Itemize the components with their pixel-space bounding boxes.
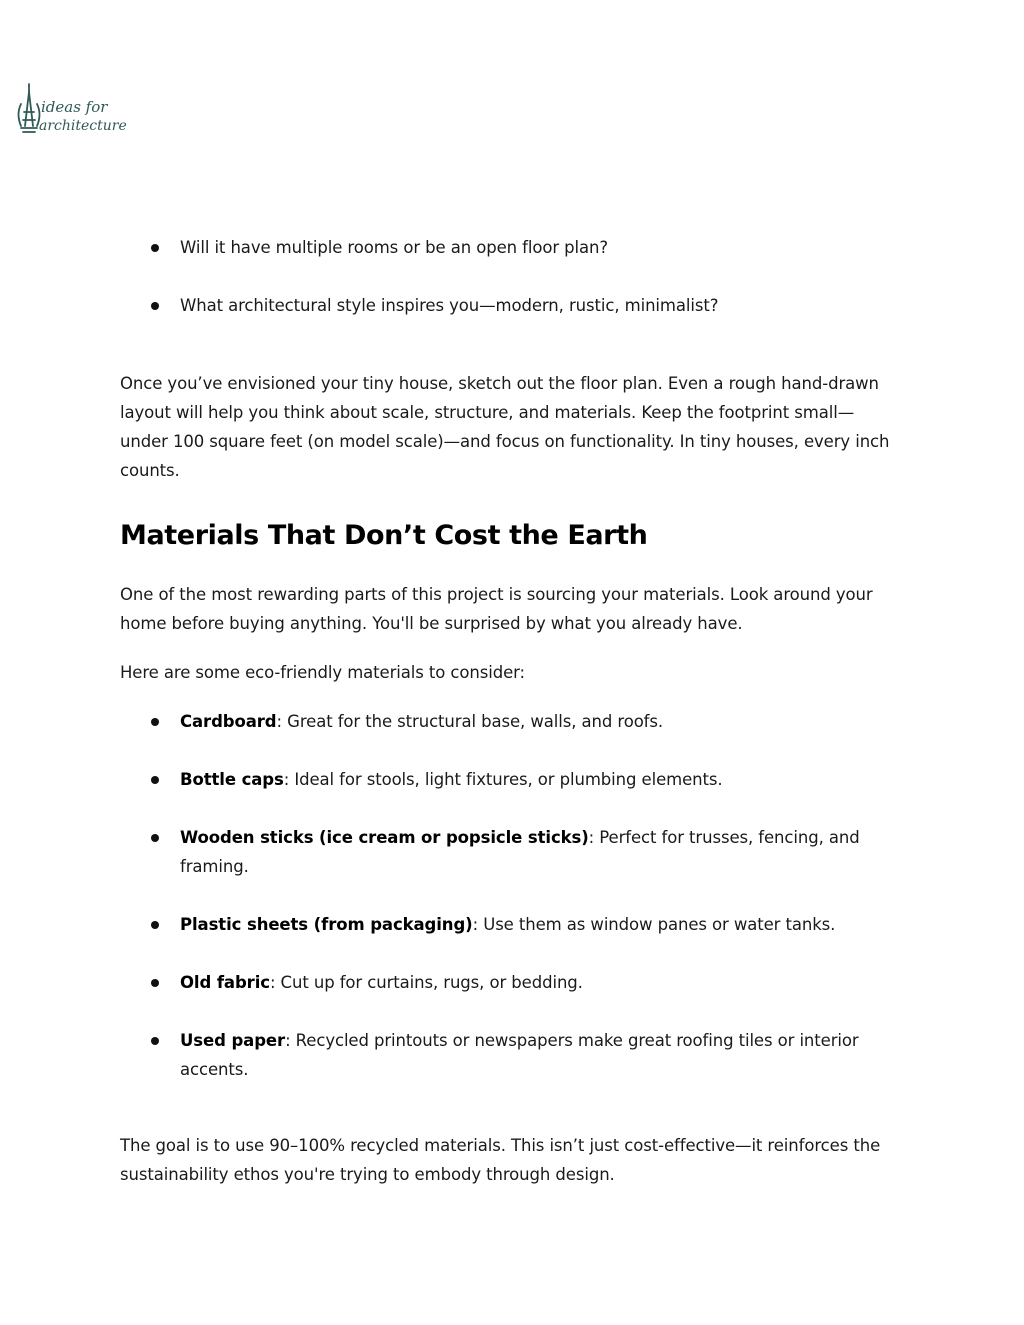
list-item (120, 291, 900, 320)
material-name: Plastic sheets (from packaging) (180, 915, 473, 934)
material-desc: : Recycled printouts or newspapers make great roofing tiles or interior accents. (180, 1031, 859, 1079)
paragraph-sketch: Once you’ve envisioned your tiny house, sketch out the floor plan. Even a rough hand-drawn layout will help you think about scale, structure, and materials. Keep the footprint small—under 100 square feet (on model scale)—and focus on functionality. In tiny houses, every inch counts. (120, 374, 890, 480)
bullet-dot (151, 834, 159, 842)
material-desc: : Ideal for stools, light fixtures, or plumbing elements. (283, 770, 723, 789)
list-item (120, 233, 900, 262)
material-desc: : Use them as window panes or water tanks. (472, 915, 836, 934)
list-item (120, 707, 900, 736)
site-logo (13, 82, 127, 138)
list-item (120, 765, 900, 794)
bullet-dot (151, 718, 159, 726)
material-name: Cardboard (180, 712, 277, 731)
list-item (120, 823, 900, 881)
list-item (120, 1026, 900, 1084)
list-item-text: What architectural style inspires you—modern, rustic, minimalist? (180, 296, 719, 315)
material-name: Used paper (180, 1031, 286, 1050)
list-item (120, 968, 900, 997)
intro-question-list (120, 233, 900, 320)
tower-logo-icon (13, 82, 127, 138)
bullet-dot (151, 1037, 159, 1045)
list-item (120, 910, 900, 939)
bullet-dot (151, 244, 159, 252)
material-name: Bottle caps (180, 770, 284, 789)
paragraph-consider: Here are some eco-friendly materials to consider: (120, 663, 525, 682)
material-desc: : Great for the structural base, walls, and roofs. (276, 712, 664, 731)
bullet-dot (151, 979, 159, 987)
bullet-dot (151, 921, 159, 929)
material-name: Old fabric (180, 973, 270, 992)
paragraph-goal: The goal is to use 90–100% recycled materials. This isn’t just cost-effective—it reinforces the sustainability ethos you're trying to embody through design. (120, 1136, 881, 1184)
material-name: Wooden sticks (ice cream or popsicle sticks) (180, 828, 589, 847)
logo-line1: ideas for (41, 98, 108, 116)
section-heading: Materials That Don’t Cost the Earth (120, 520, 648, 551)
bullet-dot (151, 302, 159, 310)
materials-list (120, 707, 900, 1084)
bullet-dot (151, 776, 159, 784)
material-desc: : Perfect for trusses, fencing, and framing. (180, 828, 860, 876)
list-item-text: Will it have multiple rooms or be an open floor plan? (180, 238, 609, 257)
logo-line2: architecture (39, 118, 127, 134)
material-desc: : Cut up for curtains, rugs, or bedding. (269, 973, 583, 992)
paragraph-sourcing: One of the most rewarding parts of this project is sourcing your materials. Look around your home before buying anything. You'll be surprised by what you already have. (120, 585, 873, 633)
